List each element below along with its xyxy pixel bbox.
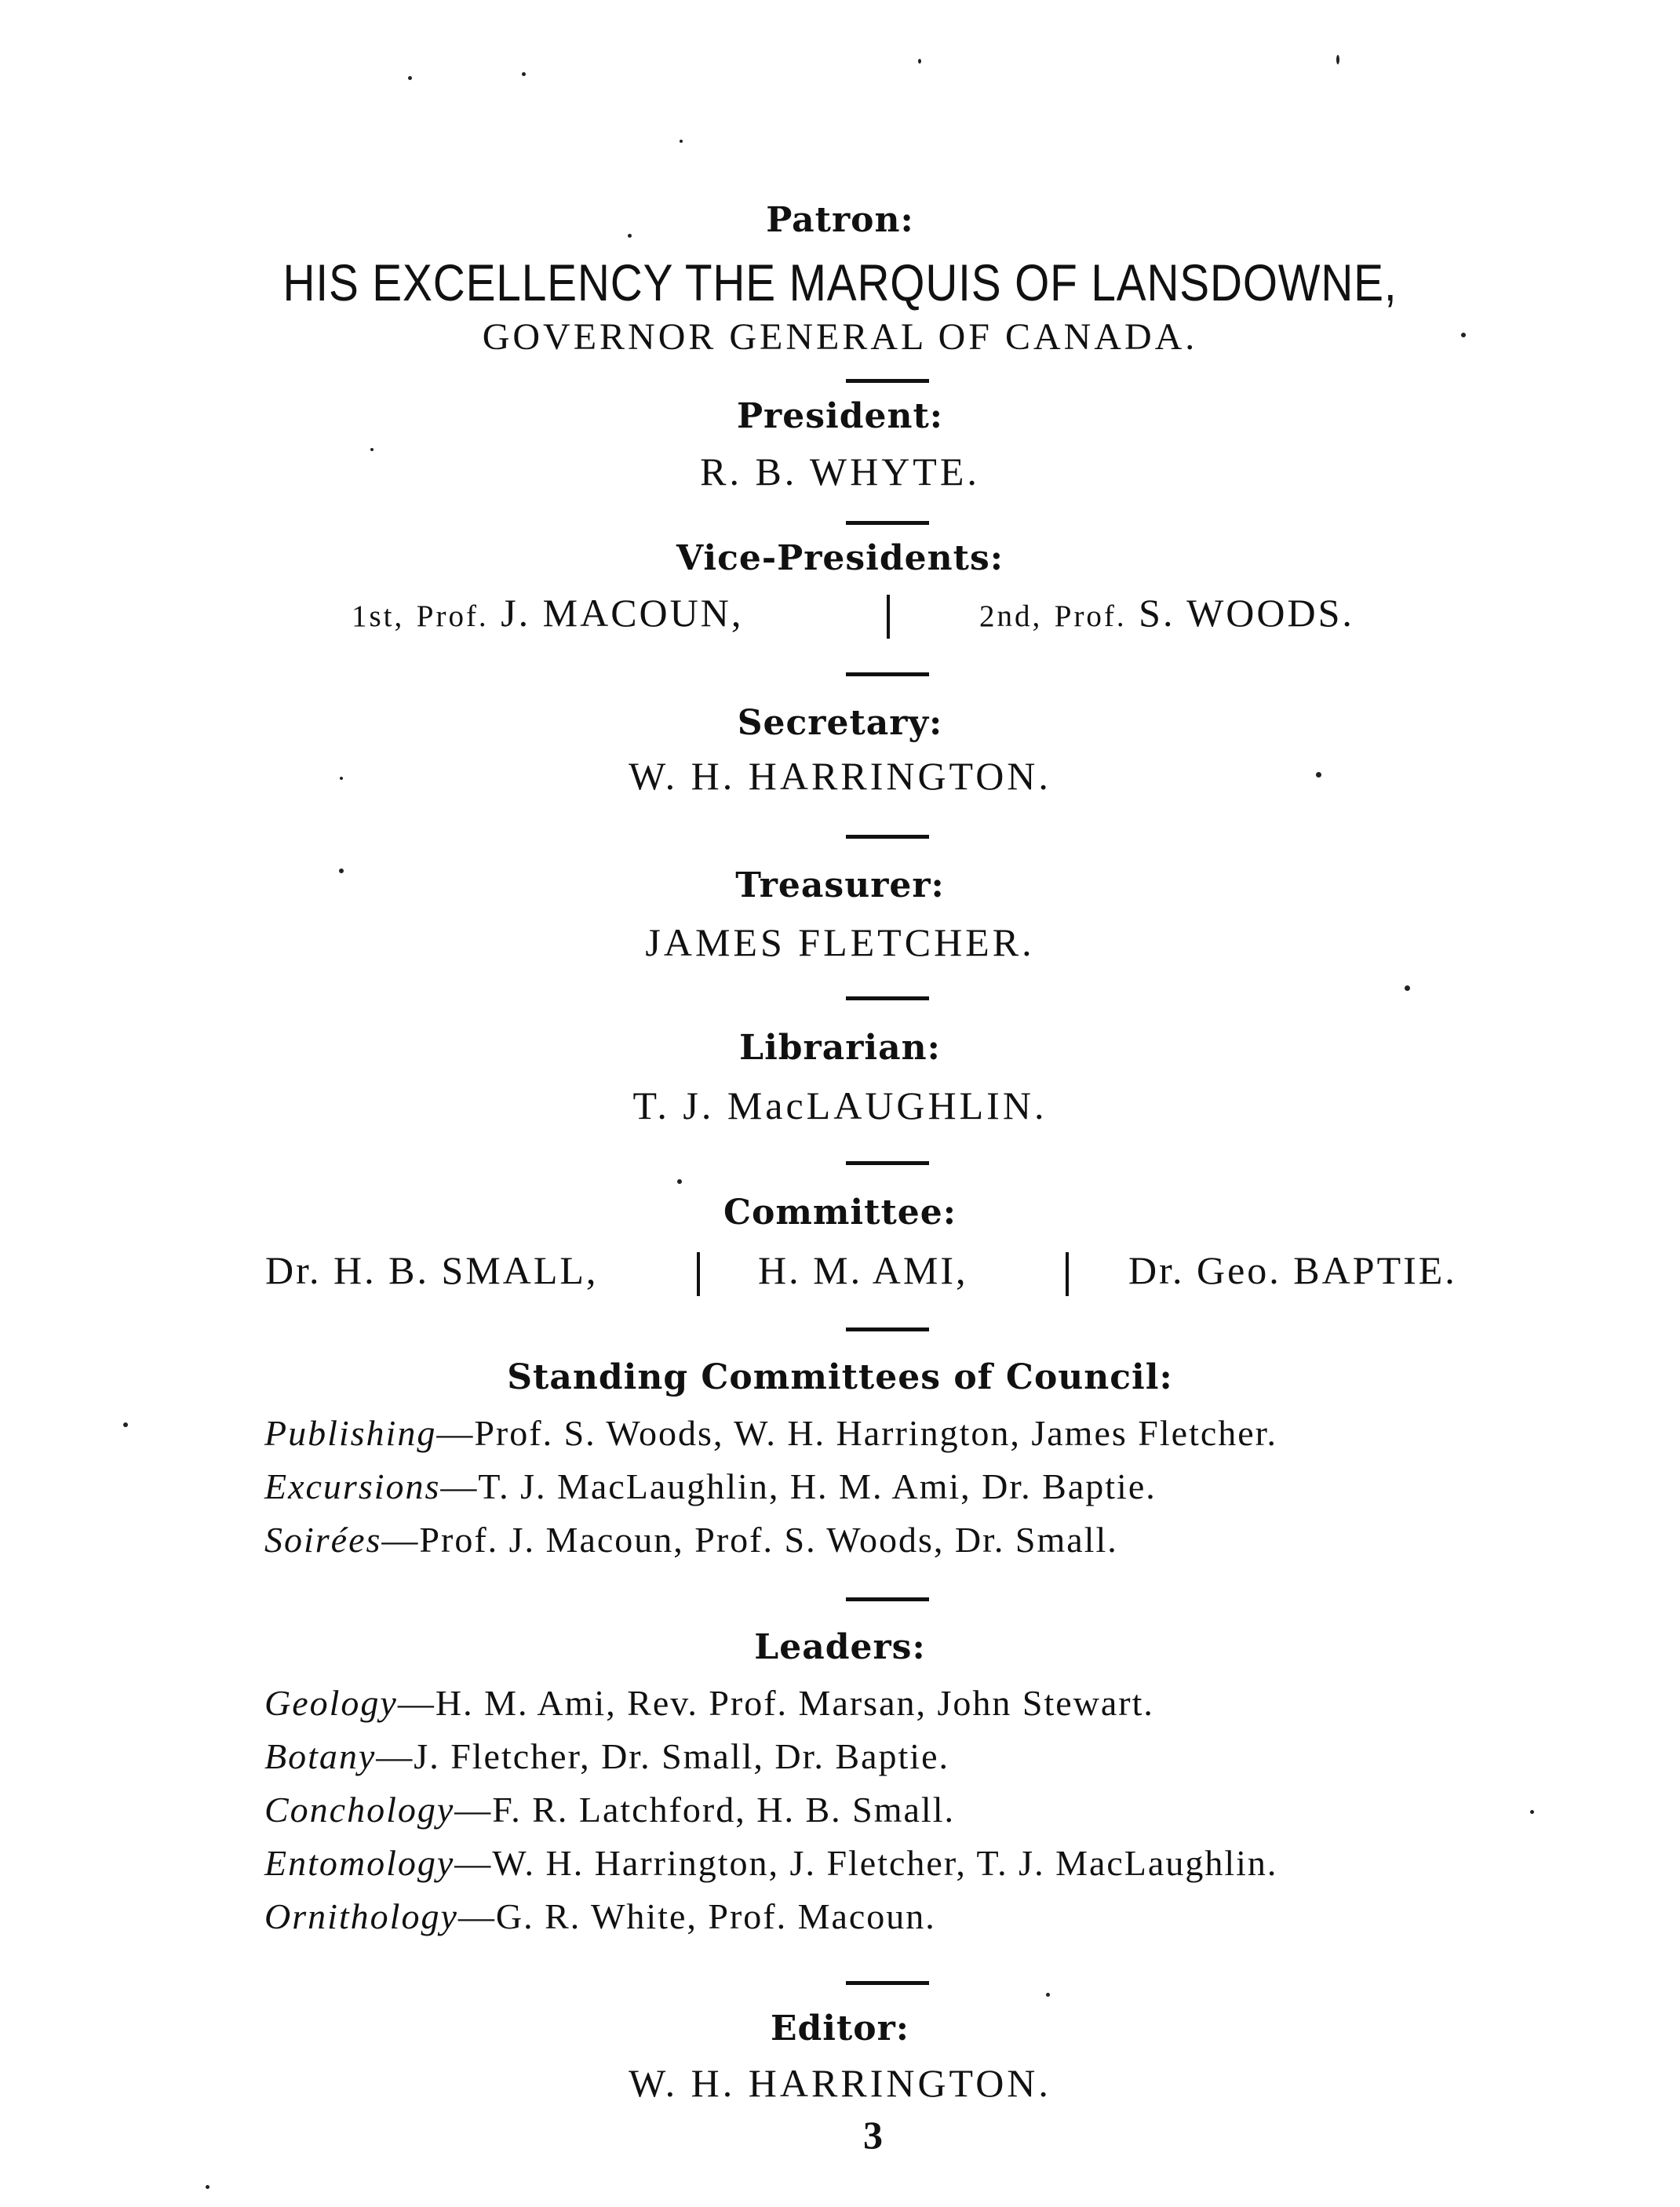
committee-heading: Committee: (723, 1193, 957, 1233)
treasurer-heading: Treasurer: (735, 865, 945, 905)
standing-committee-line (264, 1412, 1277, 1454)
scan-speck (1316, 772, 1321, 778)
secretary-name: W. H. HARRINGTON. (629, 754, 1051, 798)
standing-committee-line (264, 1466, 1157, 1507)
vp2-ordinal: 2nd, (979, 599, 1043, 633)
divider (846, 1327, 929, 1331)
standing-committee-line (264, 1519, 1118, 1561)
leader-label: Botany (264, 1736, 377, 1776)
scan-speck (1046, 1993, 1050, 1997)
column-separator (1066, 1252, 1069, 1296)
committee-label: Excursions (264, 1466, 441, 1506)
scan-speck (918, 59, 921, 64)
committee-members: —Prof. S. Woods, W. H. Harrington, James Fletcher. (436, 1413, 1277, 1453)
editor-heading: Editor: (770, 2009, 910, 2049)
scan-speck (522, 72, 526, 76)
scan-speck (370, 448, 374, 451)
patron-name: HIS EXCELLENCY THE MARQUIS OF LANSDOWNE, (282, 253, 1398, 311)
leader-label: Ornithology (264, 1896, 458, 1936)
scan-speck (1336, 55, 1339, 64)
leader-label: Conchology (264, 1790, 455, 1830)
president-name: R. B. WHYTE. (700, 450, 980, 493)
leader-label: Entomology (264, 1843, 455, 1883)
scan-speck (1530, 1810, 1534, 1814)
vp1-ordinal: 1st, (352, 599, 405, 633)
president-heading: President: (736, 396, 944, 436)
committee-member-1: Dr. H. B. SMALL, (265, 1248, 599, 1292)
vice-president-second (979, 590, 1354, 636)
standing-committees-heading: Standing Committees of Council: (507, 1357, 1173, 1397)
scan-speck (408, 76, 412, 80)
leader-line (264, 1789, 955, 1830)
leader-members: —H. M. Ami, Rev. Prof. Marsan, John Stewart. (397, 1683, 1154, 1723)
leader-members: —J. Fletcher, Dr. Small, Dr. Baptie. (376, 1736, 949, 1776)
scan-speck (628, 234, 632, 238)
vp1-prefix: Prof. (416, 599, 489, 633)
leader-members: —G. R. White, Prof. Macoun. (457, 1896, 936, 1936)
column-separator (697, 1252, 700, 1296)
divider (846, 1597, 929, 1601)
scan-speck (1461, 333, 1466, 337)
scan-speck (123, 1422, 128, 1427)
divider (846, 996, 929, 1000)
divider (846, 672, 929, 676)
secretary-heading: Secretary: (737, 703, 943, 743)
patron-title: GOVERNOR GENERAL OF CANADA. (482, 316, 1198, 358)
leader-line (264, 1682, 1154, 1724)
leader-label: Geology (264, 1683, 398, 1723)
divider (846, 379, 929, 383)
scan-speck (1405, 985, 1410, 991)
divider (846, 835, 929, 839)
committee-label: Soirées (264, 1520, 382, 1560)
editor-name: W. H. HARRINGTON. (629, 2061, 1051, 2105)
librarian-heading: Librarian: (739, 1028, 941, 1068)
leader-line (264, 1896, 936, 1937)
scan-speck (339, 869, 344, 873)
leader-members: —W. H. Harrington, J. Fletcher, T. J. MacLaughlin. (454, 1843, 1278, 1883)
scan-speck (206, 2185, 210, 2189)
scan-speck (677, 1179, 682, 1184)
treasurer-name: JAMES FLETCHER. (645, 920, 1035, 964)
vp2-name: S. WOODS. (1139, 591, 1354, 635)
committee-member-3: Dr. Geo. BAPTIE. (1128, 1248, 1457, 1292)
patron-heading: Patron: (766, 200, 914, 240)
leader-members: —F. R. Latchford, H. B. Small. (454, 1790, 955, 1830)
leader-line (264, 1735, 949, 1777)
scan-speck (340, 777, 343, 780)
leader-line (264, 1842, 1277, 1884)
divider (846, 1161, 929, 1165)
committee-members: —T. J. MacLaughlin, H. M. Ami, Dr. Baptie. (440, 1466, 1157, 1506)
vp2-prefix: Prof. (1054, 599, 1127, 633)
leaders-heading: Leaders: (754, 1627, 926, 1667)
vice-presidents-heading: Vice-Presidents: (676, 538, 1004, 578)
scan-speck (680, 140, 683, 143)
committee-members: —Prof. J. Macoun, Prof. S. Woods, Dr. Small. (381, 1520, 1118, 1560)
committee-member-2: H. M. AMI, (758, 1248, 968, 1292)
divider (846, 1981, 929, 1985)
librarian-name: T. J. MacLAUGHLIN. (632, 1083, 1048, 1127)
page-number: 3 (863, 2113, 883, 2157)
vp1-name: J. MACOUN, (501, 591, 744, 635)
divider (846, 521, 929, 525)
committee-label: Publishing (264, 1413, 437, 1453)
column-separator (887, 595, 890, 639)
vice-president-first (352, 590, 743, 636)
